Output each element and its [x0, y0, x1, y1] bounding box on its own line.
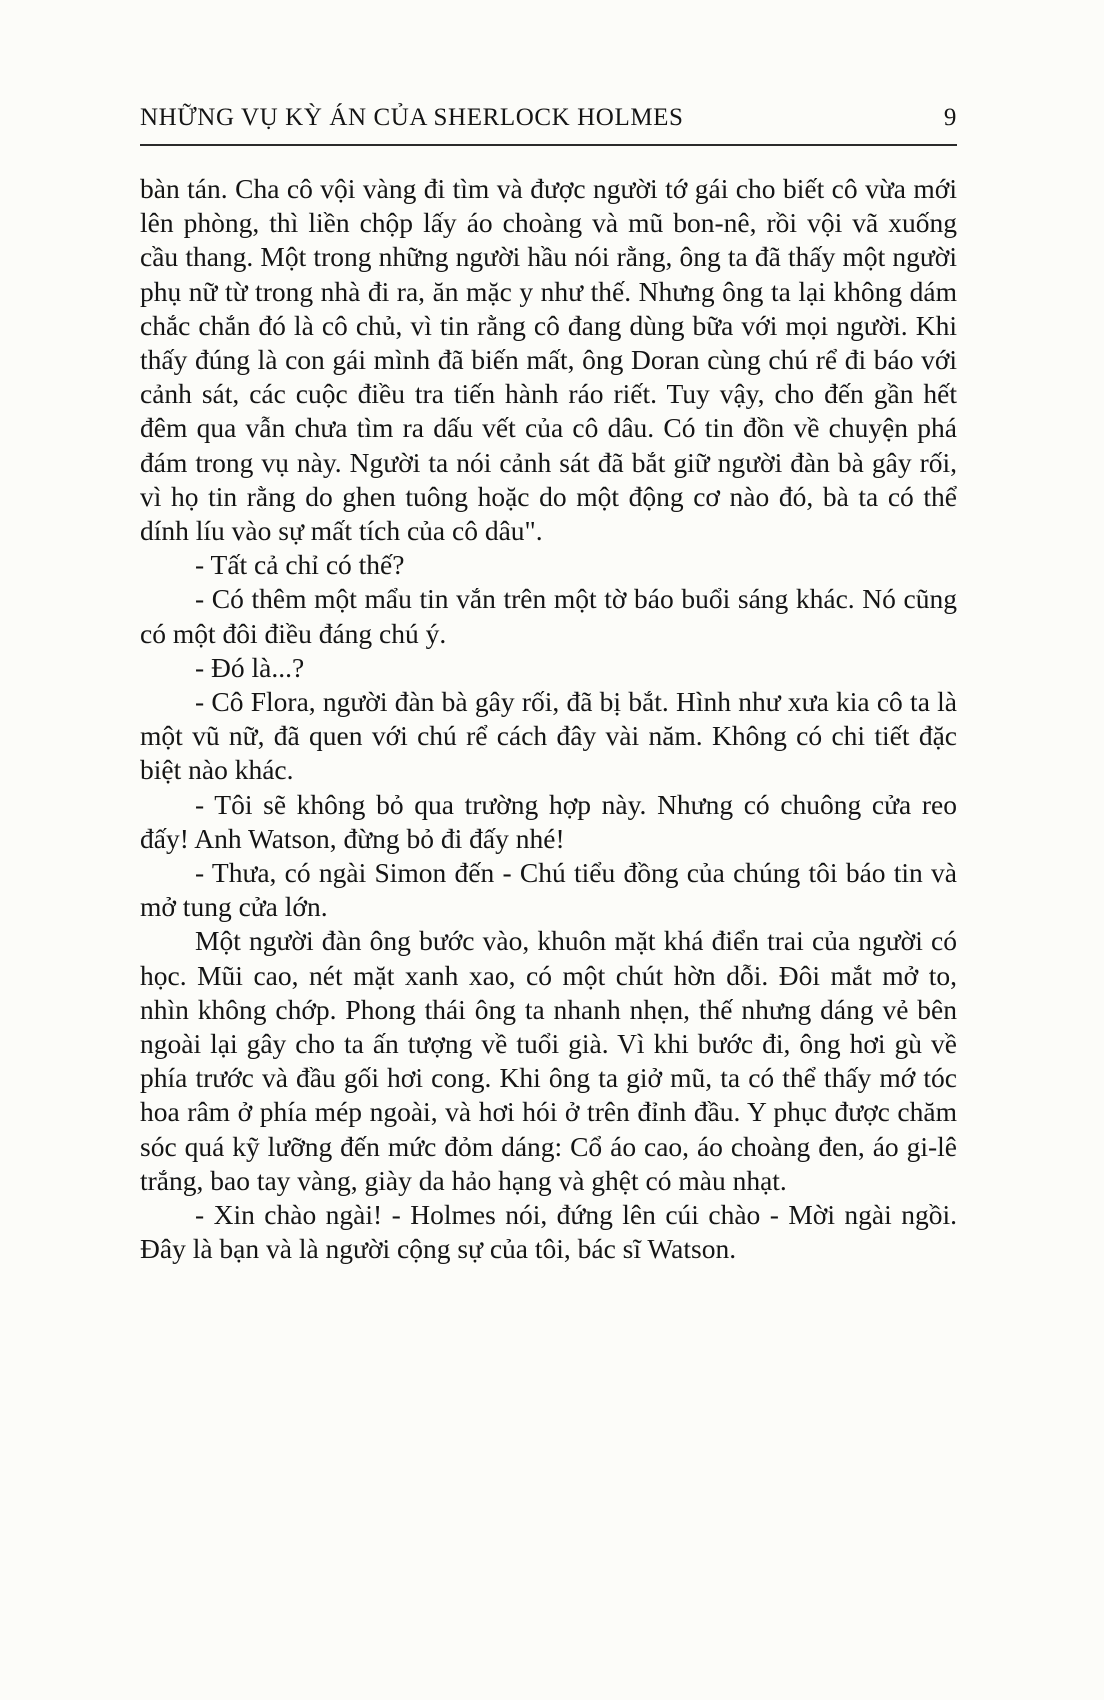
page-body	[140, 172, 957, 1267]
running-title: NHỮNG VỤ KỲ ÁN CỦA SHERLOCK HOLMES	[140, 104, 684, 131]
paragraph: - Cô Flora, người đàn bà gây rối, đã bị bắt. Hình như xưa kia cô ta là một vũ nữ, đã quen với chú rể cách đây vài năm. Không có chi tiết đặc biệt nào khác.	[140, 686, 957, 786]
paragraph: - Đó là...?	[195, 651, 305, 683]
page-number: 9	[943, 104, 957, 131]
paragraph: - Xin chào ngài! - Holmes nói, đứng lên cúi chào - Mời ngài ngồi. Đây là bạn và là người cộng sự của tôi, bác sĩ Watson.	[140, 1199, 957, 1265]
page-header	[140, 104, 957, 146]
paragraph: - Tôi sẽ không bỏ qua trường hợp này. Nhưng có chuông cửa reo đấy! Anh Watson, đừng bỏ đi đấy nhé!	[140, 788, 957, 854]
paragraph: - Có thêm một mẩu tin vắn trên một tờ báo buổi sáng khác. Nó cũng có một đôi điều đáng chú ý.	[140, 583, 957, 649]
paragraph: bàn tán. Cha cô vội vàng đi tìm và được người tớ gái cho biết cô vừa mới lên phòng, thì liền chộp lấy áo choàng và mũ bon-nê, rồi vội vã xuống cầu thang. Một trong những người hầu nói rằng, ông ta đã thấy một người phụ nữ từ trong nhà đi ra, ăn mặc y như thế. Nhưng ông ta lại không dám chắc chắn đó là cô chủ, vì tin rằng cô đang dùng bữa với mọi người. Khi thấy đúng là con gái mình đã biến mất, ông Doran cùng chú rể đi báo với cảnh sát, các cuộc điều tra tiến hành ráo riết. Tuy vậy, cho đến gần hết đêm qua vẫn chưa tìm ra dấu vết của cô dâu. Có tin đồn về chuyện phá đám trong vụ này. Người ta nói cảnh sát đã bắt giữ người đàn bà gây rối, vì họ tin rằng do ghen tuông hoặc do một động cơ nào đó, bà ta có thể dính líu vào sự mất tích của cô dâu".	[140, 173, 957, 547]
paragraph: - Thưa, có ngài Simon đến - Chú tiểu đồng của chúng tôi báo tin và mở tung cửa lớn.	[140, 857, 957, 923]
paragraph: - Tất cả chỉ có thế?	[195, 549, 405, 581]
paragraph: Một người đàn ông bước vào, khuôn mặt khá điển trai của người có học. Mũi cao, nét mặt xanh xao, có một chút hờn dỗi. Đôi mắt mở to, nhìn không chớp. Phong thái ông ta nhanh nhẹn, thế nhưng dáng vẻ bên ngoài lại gây cho ta ấn tượng về tuổi già. Vì khi bước đi, ông hơi gù về phía trước và đầu gối hơi cong. Khi ông ta giở mũ, ta có thể thấy mớ tóc hoa râm ở phía mép ngoài, và hơi hói ở trên đỉnh đầu. Y phục được chăm sóc quá kỹ lưỡng đến mức đỏm dáng: Cổ áo cao, áo choàng đen, áo gi-lê trắng, bao tay vàng, giày da hảo hạng và ghệt có màu nhạt.	[140, 925, 957, 1196]
